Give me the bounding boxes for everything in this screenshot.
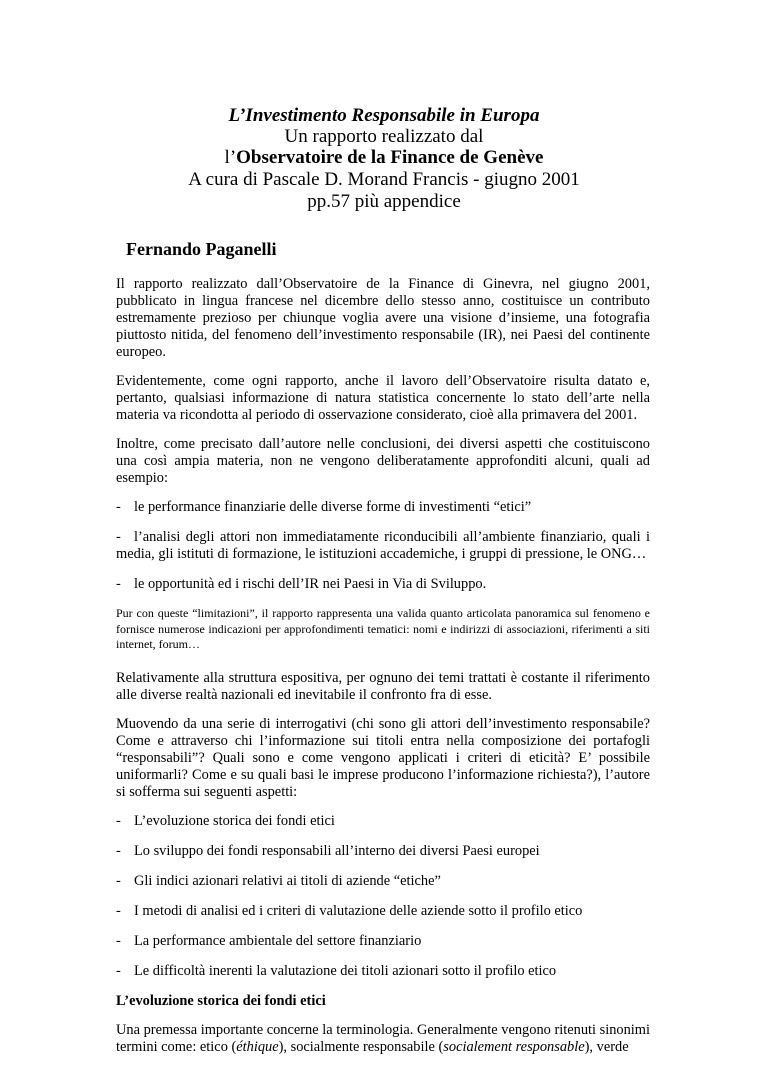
list-dash: - bbox=[116, 872, 121, 889]
list-item: - le opportunità ed i rischi dell’IR nei Paesi in Via di Sviluppo. bbox=[116, 576, 487, 592]
list-item: - le performance finanziarie delle diverse forme di investimenti “etici” bbox=[116, 499, 532, 515]
paragraph-small: Pur con queste “limitazioni”, il rapporto rappresenta una valida quanto articolata panoramica sul fenomeno e fornisce numerose indicazioni per approfondimenti tematici: nomi e indirizzi di associazioni, riferimenti a siti internet, forum… bbox=[116, 606, 650, 651]
list-item: - Le difficoltà inerenti la valutazione dei titoli azionari sotto il profilo etico bbox=[116, 962, 557, 979]
list-dash: - bbox=[116, 962, 121, 979]
paragraph: Una premessa importante concerne la terminologia. Generalmente vengono ritenuti sinonimi termini come: etico (éthique), socialmente responsabile (socialement responsable), verde bbox=[116, 1021, 650, 1055]
list-item: - La performance ambientale del settore finanziario bbox=[116, 932, 422, 949]
document-body bbox=[116, 276, 650, 1068]
document-header bbox=[0, 105, 768, 213]
list-item: - Gli indici azionari relativi ai titoli di aziende “etiche” bbox=[116, 872, 441, 889]
list-dash: - bbox=[116, 529, 121, 545]
list-dash: - bbox=[116, 842, 121, 859]
document-title: L’Investimento Responsabile in Europa bbox=[228, 105, 540, 126]
list-item: - Lo sviluppo dei fondi responsabili all’interno dei diversi Paesi europei bbox=[116, 842, 540, 859]
paragraph: Relativamente alla struttura espositiva, per ognuno dei temi trattati è costante il riferimento alle diverse realtà nazionali ed inevitabile il confronto fra di esse. bbox=[116, 669, 650, 703]
subtitle-line: Un rapporto realizzato dal bbox=[284, 126, 484, 147]
paragraph: Il rapporto realizzato dall’Observatoire de la Finance di Ginevra, nel giugno 2001, pubblicato in lingua francese nel dicembre dello stesso anno, costituisce un contributo estremamente prezioso per chiunque voglia avere una visione d’insieme, una fotografia piuttosto nitida, del fenomeno dell’investimento responsabile (IR), nei Paesi del continente europeo. bbox=[116, 276, 650, 360]
list-item: - L’evoluzione storica dei fondi etici bbox=[116, 812, 335, 829]
pages-line: pp.57 più appendice bbox=[307, 191, 461, 212]
list-dash: - bbox=[116, 812, 121, 829]
paragraph: Muovendo da una serie di interrogativi (chi sono gli attori dell’investimento responsabile? Come e attraverso chi l’informazione sui titoli entra nella composizione dei portafogli “responsabili”? Quali sono e come vengono applicati i criteri di eticità? E’ possibile uniformarli? Come e su quali basi le imprese producono l’informazione richiesta?), l’autore si sofferma sui seguenti aspetti: bbox=[116, 715, 650, 800]
paragraph: Evidentemente, come ogni rapporto, anche il lavoro dell’Observatoire risulta datato e, pertanto, qualsiasi informazione di natura statistica concernente lo stato dell’arte nella materia va ricondotta al periodo di osservazione considerato, cioè alla primavera del 2001. bbox=[116, 373, 650, 423]
editor-line: A cura di Pascale D. Morand Francis - giugno 2001 bbox=[188, 169, 580, 190]
list-item: - l’analisi degli attori non immediatamente riconducibili all’ambiente finanziario, quali i media, gli istituti di formazione, le istituzioni accademiche, i gruppi di pressione, le ONG… bbox=[116, 529, 650, 562]
publisher-prefix: l’ bbox=[224, 147, 237, 168]
paragraph: Inoltre, come precisato dall’autore nelle conclusioni, dei diversi aspetti che costituiscono una così ampia materia, non ne vengono deliberatamente approfonditi alcuni, quali ad esempio: bbox=[116, 436, 650, 486]
list-item: - I metodi di analisi ed i criteri di valutazione delle aziende sotto il profilo etico bbox=[116, 902, 583, 919]
publisher-line bbox=[0, 147, 768, 169]
list-dash: - bbox=[116, 932, 121, 949]
list-dash: - bbox=[116, 902, 121, 919]
author-name: Fernando Paganelli bbox=[126, 239, 277, 259]
publisher-name: Observatoire de la Finance de Genève bbox=[236, 147, 544, 168]
section-heading: L’evoluzione storica dei fondi etici bbox=[116, 992, 326, 1009]
list-dash: - bbox=[116, 499, 121, 515]
list-dash: - bbox=[116, 576, 121, 592]
